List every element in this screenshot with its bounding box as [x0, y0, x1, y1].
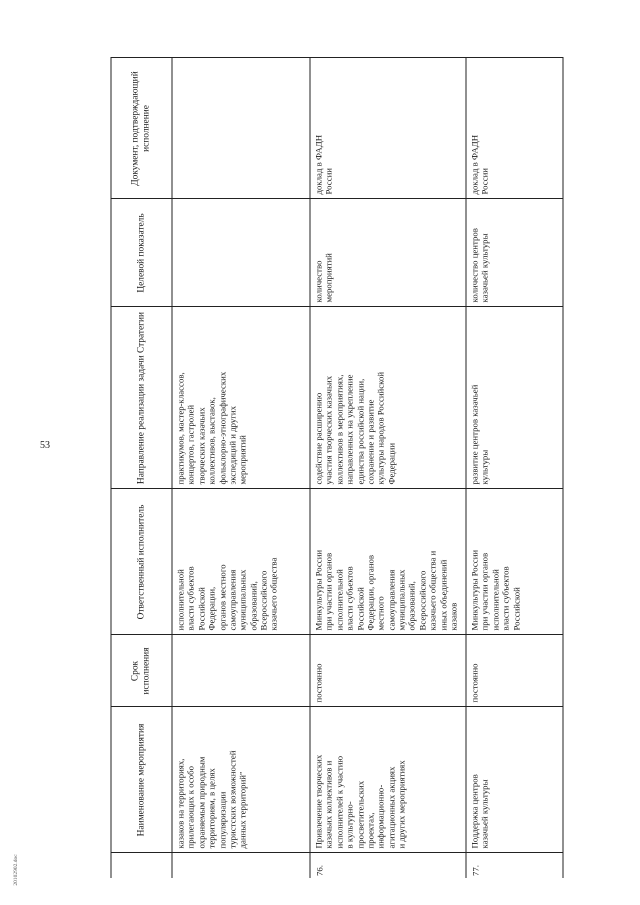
header-name: Наименование мероприятия — [111, 707, 172, 853]
row-indicator — [172, 199, 310, 307]
activities-table-container — [110, 58, 557, 878]
row-name: казаков на территориях, прилегающих к особо охраняемым природным территориям, в целях популяризации туристских возможностей данных территорий" — [172, 707, 310, 853]
page-number: 53 — [40, 440, 50, 451]
activities-table — [110, 58, 563, 879]
row-name: Поддержка центров казачьей культуры — [466, 707, 563, 853]
row-responsible: исполнительной власти субъектов Российской Федерации, органов местного самоуправления муниципальных образований, Всероссийского казачьего общества — [172, 489, 310, 635]
header-indicator: Целевой показатель — [111, 199, 172, 307]
document-file-stamp: 20102902.doc — [13, 854, 19, 886]
row-term: постоянно — [466, 635, 563, 707]
header-responsible: Ответственный исполнитель — [111, 489, 172, 635]
row-direction: развитие центров казачьей культуры — [466, 307, 563, 489]
row-number: 77. — [466, 853, 563, 878]
row-document: доклад в ФАДН России — [466, 58, 563, 199]
row-number: 76. — [310, 853, 466, 878]
row-term — [172, 635, 310, 707]
header-document: Документ, подтверждающий исполнение — [111, 58, 172, 199]
row-document: доклад в ФАДН России — [310, 58, 466, 199]
row-responsible: Минкультуры России при участии органов исполнительной власти субъектов Российской Федерации, органов местного самоуправления муниципальных образований, Всероссийского казачьего общества и иных объединений казаков — [310, 489, 466, 635]
row-name: Привлечение творческих казачьих коллективов и исполнителей к участию в культурно- просветительских проектах, информационно- агитационных акциях и других мероприятиях — [310, 707, 466, 853]
table-row — [310, 58, 466, 878]
row-indicator: количество мероприятий — [310, 199, 466, 307]
table-header-row — [111, 58, 172, 878]
row-number — [172, 853, 310, 878]
row-direction: практикумов, мастер-классов, концертов, гастролей творческих казачьих коллективов, выставок, фольклорно-этнографических экспедиций и других мероприятий — [172, 307, 310, 489]
header-number — [111, 853, 172, 878]
header-direction: Направление реализации задачи Стратегии — [111, 307, 172, 489]
header-term: Срок исполнения — [111, 635, 172, 707]
row-indicator: количество центров казачьей культуры — [466, 199, 563, 307]
table-row — [172, 58, 310, 878]
row-document — [172, 58, 310, 199]
row-term: постоянно — [310, 635, 466, 707]
table-row — [466, 58, 563, 878]
row-direction: содействие расширению участия творческих казачьих коллективов в мероприятиях, направленных на укрепление единства российской нации, сохранение и развитие культуры народов Российской Федерации — [310, 307, 466, 489]
row-responsible: Минкультуры России при участии органов исполнительной власти субъектов Российской — [466, 489, 563, 635]
